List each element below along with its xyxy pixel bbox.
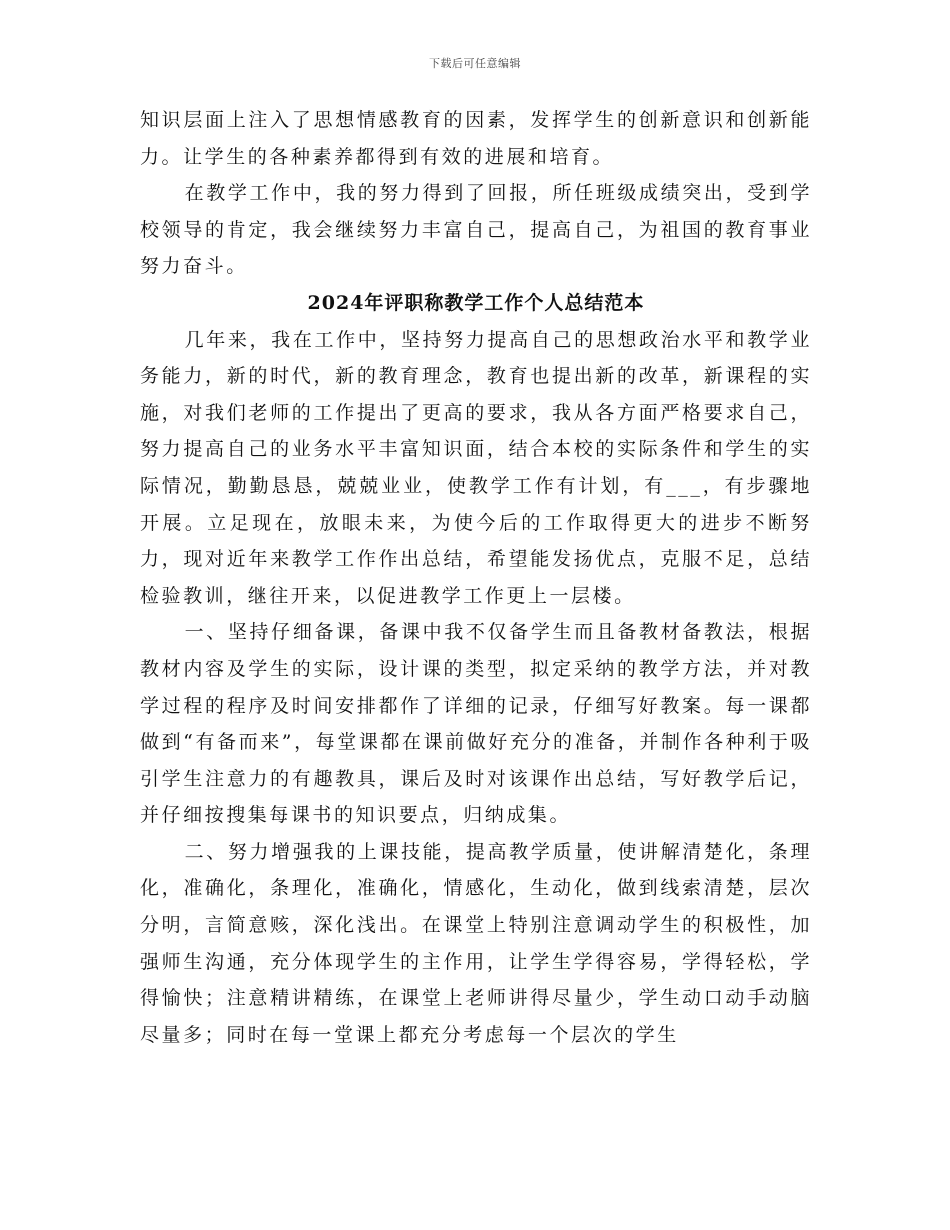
section-title: 2024年评职称教学工作个人总结范本 bbox=[307, 291, 645, 314]
paragraph-intro: 几年来，我在工作中，坚持努力提高自己的思想政治水平和教学业务能力，新的时代，新的教育理念，教育也提出新的改革，新课程的实施，对我们老师的工作提出了更高的要求，我从各方面严格要求自己，努力提高自己的业务水平丰富知识面，结合本校的实际条件和学生的实际情况，勤勤恳恳，兢兢业业，使教学工作有计划，有___，有步骤地开展。立足现在，放眼未来，为使今后的工作取得更大的进步不断努力，现对近年来教学工作作出总结，希望能发扬优点，克服不足，总结检验教训，继往开来，以促进教学工作更上一层楼。 bbox=[140, 328, 812, 607]
paragraph-point-one: 一、坚持仔细备课，备课中我不仅备学生而且备教材备教法，根据教材内容及学生的实际，设计课的类型，拟定采纳的教学方法，并对教学过程的程序及时间安排都作了详细的记录，仔细写好教案。每一课都做到“有备而来”，每堂课都在课前做好充分的准备，并制作各种利于吸引学生注意力的有趣教具，课后及时对该课作出总结，写好教学后记，并仔细按搜集每课书的知识要点，归纳成集。 bbox=[140, 621, 812, 827]
paragraph-point-two: 二、努力增强我的上课技能，提高教学质量，使讲解清楚化，条理化，准确化，条理化，准确化，情感化，生动化，做到线索清楚，层次分明，言简意赅，深化浅出。在课堂上特别注意调动学生的积极性，加强师生沟通，充分体现学生的主作用，让学生学得容易，学得轻松，学得愉快；注意精讲精练，在课堂上老师讲得尽量少，学生动口动手动脑尽量多；同时在每一堂课上都充分考虑每一个层次的学生 bbox=[140, 840, 812, 1046]
paragraph-continuation: 知识层面上注入了思想情感教育的因素，发挥学生的创新意识和创新能力。让学生的各种素养都得到有效的进展和培育。 bbox=[140, 109, 812, 168]
page-header-note: 下载后可任意编辑 bbox=[429, 57, 521, 70]
document-body bbox=[140, 102, 812, 1053]
paragraph-closing: 在教学工作中，我的努力得到了回报，所任班级成绩突出，受到学校领导的肯定，我会继续努力丰富自己，提高自己，为祖国的教育事业努力奋斗。 bbox=[140, 182, 812, 278]
